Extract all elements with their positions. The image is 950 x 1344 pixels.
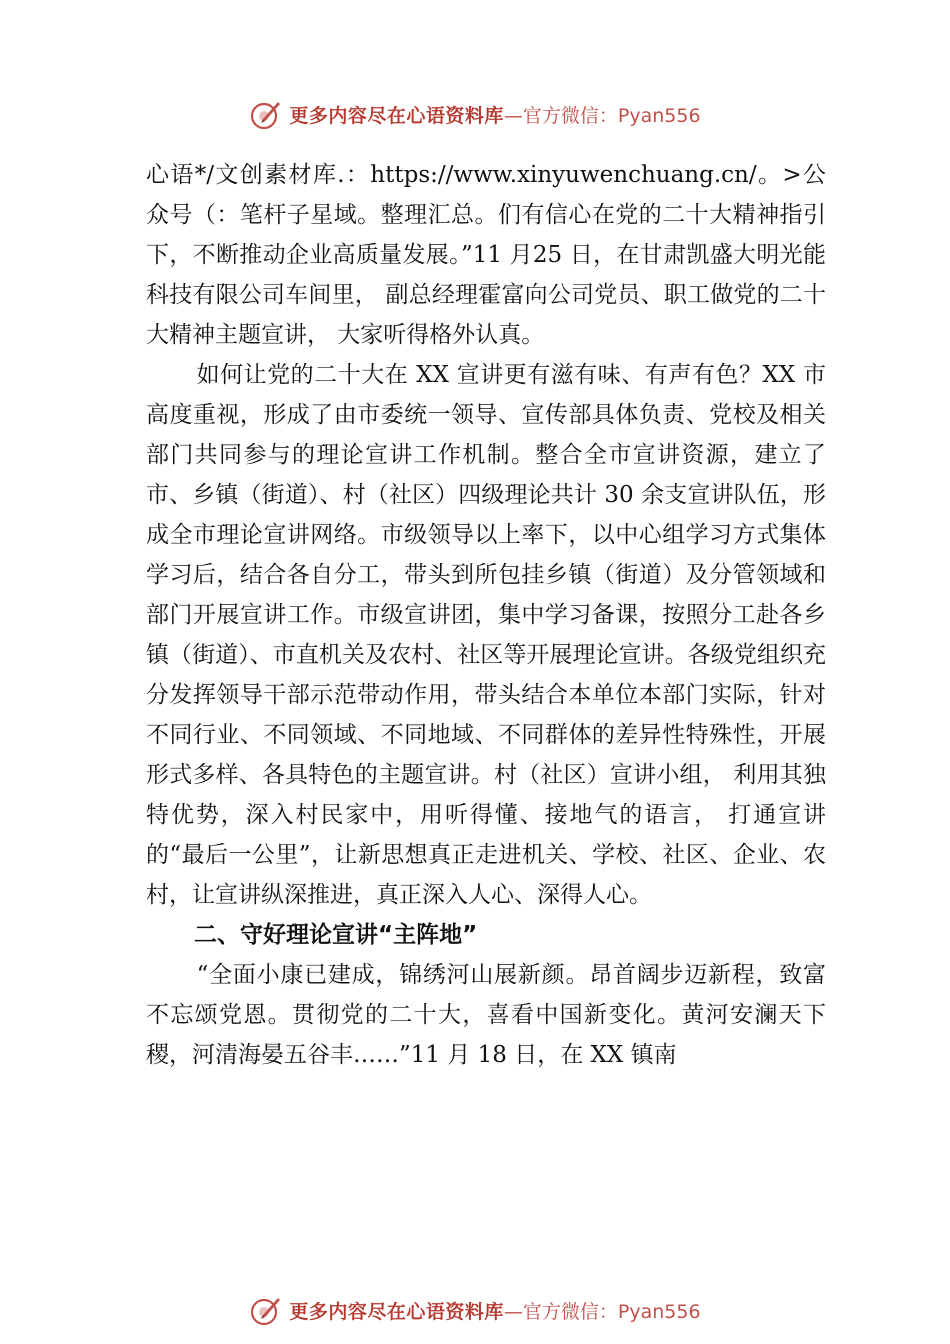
header-wechat-text: —官方微信：Pyan556 bbox=[503, 104, 701, 127]
header-brand-text: 更多内容尽在心语资料库 bbox=[289, 104, 504, 127]
pen-logo-icon bbox=[249, 97, 283, 131]
footer-wechat-text: —官方微信：Pyan556 bbox=[503, 1300, 701, 1323]
pen-logo-icon bbox=[249, 1293, 283, 1327]
paragraph-2: 如何让党的二十大在 XX 宣讲更有滋有味、有声有色？XX 市高度重视，形成了由市委统一领导、宣传部具体负责、党校及相关部门共同参与的理论宣讲工作机制。整合全市宣讲资源，建立了市、乡镇（街道）、村（社区）四级理论共计 30 余支宣讲队伍，形成全市理论宣讲网络。市级领导以上率下，以中心组学习方式集体学习后，结合各自分工，带头到所包挂乡镇（街道）及分管领域和部门开展宣讲工作。市级宣讲团，集中学习备课，按照分工赴各乡镇（街道）、市直机关及农村、社区等开展理论宣讲。各级党组织充分发挥领导干部示范带动作用，带头结合本单位本部门实际，针对不同行业、不同领域、不同地域、不同群体的差异性特殊性，开展形式多样、各具特色的主题宣讲。村（社区）宣讲小组， 利用其独特优势，深入村民家中，用听得懂、接地气的语言， 打通宣讲的“最后一公里”，让新思想真正走进机关、学校、社区、企业、农村，让宣讲纵深推进，真正深入人心、深得人心。 bbox=[146, 362, 826, 908]
paragraph-3: “全面小康已建成，锦绣河山展新颜。昂首阔步迈新程，致富不忘颂党恩。贯彻党的二十大，喜看中国新变化。黄河安澜天下稷，河清海晏五谷丰……”11 月 18 日，在 XX 镇南 bbox=[146, 962, 826, 1068]
section-heading: 二、守好理论宣讲“主阵地” bbox=[194, 922, 478, 948]
footer-banner bbox=[0, 1290, 950, 1330]
header-banner bbox=[0, 94, 950, 134]
footer-brand-text: 更多内容尽在心语资料库 bbox=[289, 1300, 504, 1323]
paragraph-1: 心语*/文创素材库.：https://www.xinyuwenchuang.cn/。>公众号（：笔杆子星域。整理汇总。们有信心在党的二十大精神指引下，不断推动企业高质量发展。”11 月25 日，在甘肃凯盛大明光能科技有限公司车间里， 副总经理霍富向公司党员、职工做党的二十大精神主题宣讲， 大家听得格外认真。 bbox=[146, 162, 826, 348]
document-body bbox=[146, 155, 826, 1075]
